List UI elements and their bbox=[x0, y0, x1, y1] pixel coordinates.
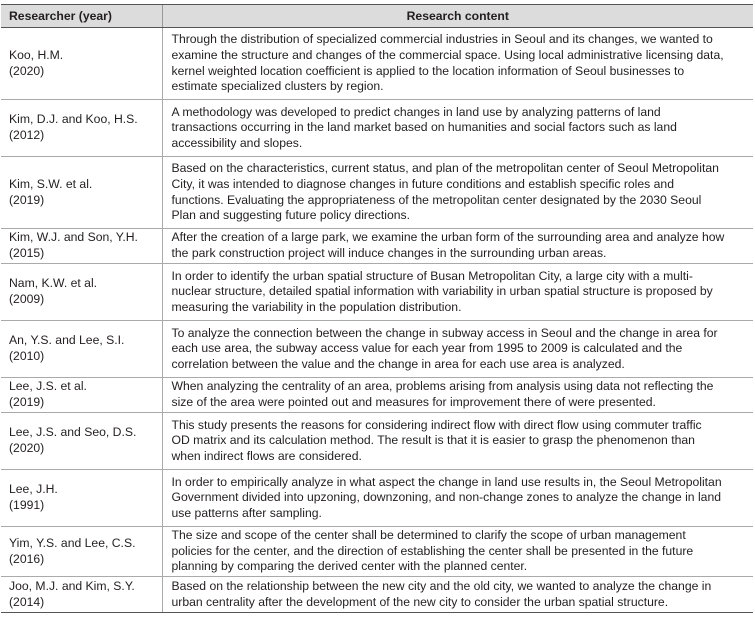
table-row bbox=[1, 157, 753, 229]
researcher-line: (2010) bbox=[9, 349, 45, 363]
researcher-line: (2020) bbox=[9, 63, 45, 78]
content-line: nuclear structure, detailed spatial information with variability in urban spatial structure is proposed by bbox=[171, 284, 713, 299]
content-line: A methodology was developed to predict changes in land use by analyzing patterns of land bbox=[171, 104, 661, 119]
researcher-line: (2009) bbox=[9, 292, 45, 306]
research-content-cell bbox=[162, 100, 753, 157]
content-line: correlation between the value and the change in area for each use area is analyzed. bbox=[171, 356, 625, 371]
researcher-line: Kim, W.J. and Son, Y.H. bbox=[9, 230, 138, 245]
researcher-line: Lee, J.S. et al. bbox=[9, 379, 87, 394]
content-line: City, it was intended to diagnose changes in future conditions and establish specific roles and bbox=[171, 176, 674, 191]
researcher-line: Kim, S.W. et al. bbox=[9, 176, 93, 191]
content-line: Plan and suggesting future policy directions. bbox=[171, 208, 410, 223]
table-row bbox=[1, 321, 753, 378]
header-researcher: Researcher (year) bbox=[1, 5, 162, 28]
research-content-cell bbox=[162, 470, 753, 527]
content-line: accessibility and slopes. bbox=[171, 135, 303, 150]
researcher-cell bbox=[1, 527, 162, 577]
content-line: OD matrix and its calculation method. The result is that it is easier to grasp the phenomenon than bbox=[171, 433, 695, 448]
content-line: policies for the center, and the direction of establishing the center shall be presented in the future bbox=[171, 543, 694, 558]
researcher-cell bbox=[1, 157, 162, 229]
content-line: When analyzing the centrality of an area, problems arising from analysis using data not reflecting the bbox=[171, 379, 714, 394]
content-line: In order to empirically analyze in what aspect the change in land use results in, the Seoul Metropolitan bbox=[171, 474, 722, 489]
content-line: Based on the characteristics, current status, and plan of the metropolitan center of Seoul Metropolitan bbox=[171, 161, 719, 176]
researcher-line: (2012) bbox=[9, 128, 45, 142]
content-line: when indirect flows are considered. bbox=[171, 448, 362, 463]
researcher-line: Joo, M.J. and Kim, S.Y. bbox=[9, 578, 135, 593]
content-line: urban centrality after the development of the new city to consider the urban spatial structure. bbox=[171, 594, 669, 609]
researcher-cell bbox=[1, 470, 162, 527]
content-line: use patterns after sampling. bbox=[171, 505, 322, 520]
header-research-content: Research content bbox=[162, 5, 753, 28]
content-line: kernel weighted location coefficient is applied to the location information of Seoul businesses to bbox=[171, 63, 685, 78]
content-line: each use area, the subway access value for each year from 1995 to 2009 is calculated and the bbox=[171, 341, 683, 356]
researcher-line: An, Y.S. and Lee, S.I. bbox=[9, 333, 125, 348]
content-line: planning by comparing the derived center with the planned center. bbox=[171, 559, 528, 574]
table-row bbox=[1, 229, 753, 264]
table-row bbox=[1, 577, 753, 613]
researcher-line: (1991) bbox=[9, 498, 45, 512]
research-table bbox=[1, 4, 753, 613]
researcher-cell bbox=[1, 321, 162, 378]
content-line: Government divided into upzoning, downzoning, and non-change zones to analyze the change in land bbox=[171, 490, 722, 505]
research-content-cell bbox=[162, 527, 753, 577]
researcher-cell bbox=[1, 28, 162, 100]
content-line: This study presents the reasons for considering indirect flow with direct flow using commuter traffic bbox=[171, 417, 702, 432]
table-row bbox=[1, 527, 753, 577]
research-content-cell bbox=[162, 321, 753, 378]
table-row bbox=[1, 378, 753, 413]
researcher-line: Yim, Y.S. and Lee, C.S. bbox=[9, 535, 136, 550]
content-line: After the creation of a large park, we examine the urban form of the surrounding area and analyze how bbox=[171, 230, 725, 245]
content-line: Through the distribution of specialized commercial industries in Seoul and its changes, we wanted to bbox=[171, 32, 713, 47]
content-line: the park construction project will induce changes in the surrounding urban areas. bbox=[171, 246, 607, 260]
researcher-line: (2014) bbox=[9, 594, 45, 609]
researcher-cell bbox=[1, 378, 162, 413]
researcher-cell bbox=[1, 264, 162, 321]
researcher-cell bbox=[1, 413, 162, 470]
content-line: measuring the variability in the population distribution. bbox=[171, 299, 462, 314]
table-body bbox=[1, 28, 753, 613]
researcher-line: Koo, H.M. bbox=[9, 47, 64, 62]
researcher-line: Lee, J.H. bbox=[9, 482, 58, 497]
table-header-row bbox=[1, 5, 753, 28]
researcher-line: (2019) bbox=[9, 192, 45, 207]
content-line: To analyze the connection between the change in subway access in Seoul and the change in area for bbox=[171, 325, 718, 340]
content-line: functions. Evaluating the appropriateness of the metropolitan center designated by the 2030 Seoul bbox=[171, 192, 702, 207]
table-row bbox=[1, 264, 753, 321]
research-content-cell bbox=[162, 28, 753, 100]
content-line: estimate specialized clusters by region. bbox=[171, 79, 384, 94]
researcher-cell bbox=[1, 577, 162, 613]
researcher-line: Kim, D.J. and Koo, H.S. bbox=[9, 112, 138, 127]
content-line: In order to identify the urban spatial structure of Busan Metropolitan City, a large city with a multi- bbox=[171, 268, 693, 283]
content-line: examine the structure and changes of the commercial space. Using local administrative licensing data, bbox=[171, 47, 724, 62]
research-content-cell bbox=[162, 264, 753, 321]
researcher-line: Lee, J.S. and Seo, D.S. bbox=[9, 425, 137, 440]
researcher-line: Nam, K.W. et al. bbox=[9, 276, 98, 291]
table-row bbox=[1, 100, 753, 157]
content-line: Based on the relationship between the new city and the old city, we wanted to analyze the change in bbox=[171, 578, 712, 593]
research-content-cell bbox=[162, 577, 753, 613]
researcher-cell bbox=[1, 100, 162, 157]
researcher-line: (2020) bbox=[9, 441, 45, 455]
research-content-cell bbox=[162, 413, 753, 470]
researcher-line: (2019) bbox=[9, 395, 45, 409]
table-row bbox=[1, 413, 753, 470]
content-line: transactions occurring in the land market based on humanities and social factors such as land bbox=[171, 120, 677, 135]
research-content-cell bbox=[162, 229, 753, 264]
table-row bbox=[1, 28, 753, 100]
research-content-cell bbox=[162, 378, 753, 413]
research-content-cell bbox=[162, 157, 753, 229]
researcher-line: (2015) bbox=[9, 246, 45, 260]
researcher-cell bbox=[1, 229, 162, 264]
researcher-line: (2016) bbox=[9, 551, 45, 566]
content-line: size of the area were pointed out and measures for improvement there of were presented. bbox=[171, 395, 656, 409]
content-line: The size and scope of the center shall be determined to clarify the scope of urban management bbox=[171, 528, 686, 543]
table-row bbox=[1, 470, 753, 527]
